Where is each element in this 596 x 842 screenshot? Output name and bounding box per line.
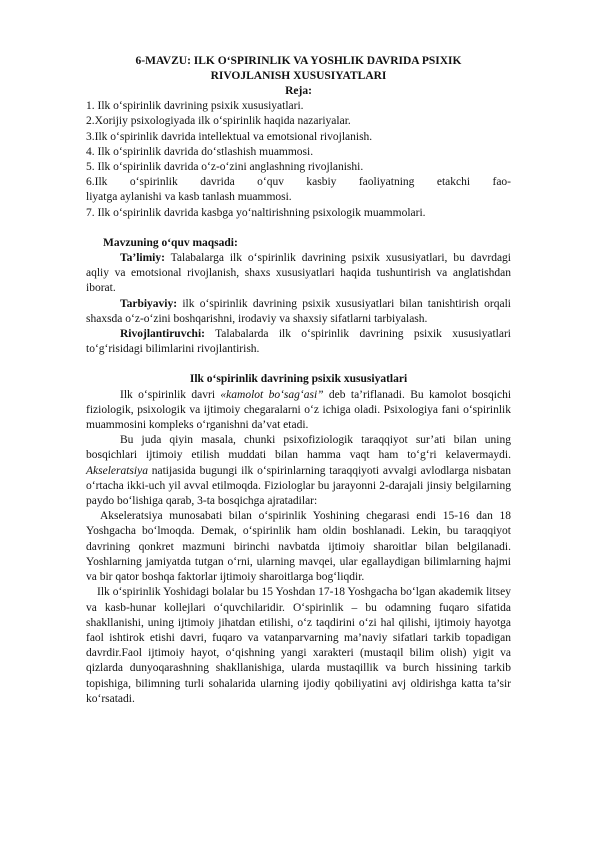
title-line-1: 6-MAVZU: ILK O‘SPIRINLIK VA YOSHLIK DAVRIDA PSIXIK [135, 55, 462, 67]
body-paragraph-2 [86, 433, 511, 509]
plan-item: 3.Ilk o‘spirinlik davrida intellektual va emotsional rivojlanish. [86, 130, 373, 143]
plan-item: 6.Ilk o‘spirinlik davrida o‘quv kasbiy faoliyatning etakchi fao- [86, 176, 511, 189]
goal-educational [86, 251, 511, 297]
plan-heading: Reja: [285, 85, 312, 97]
body-paragraph-3: Akseleratsiya munosabati bilan o‘spirinlik Yoshining chegarasi endi 15-16 dan 18 Yoshgacha bo‘lmoqda. Demak, o‘spirinlik ham oldin boshlanadi. Lekin, bu taraqqiyot davrining qonkret mazmuni birinchi navbatda ijtimoiy sharoitlar bilan belgilanadi. Yoshlarning jamiyatda tutgan o‘rni, ularning mavqei, ular egallaydigan bilimlarning hajmi va bir qator boshqa faktorlar ijtimoiy sharoitlarga bog‘liqdir. [86, 510, 511, 584]
section-heading: Ilk o‘spirinlik davrining psixik xususiyatlari [189, 373, 408, 386]
goal-developmental-text: Talabalarda ilk o‘spirinlik davrining psixik xususiyatlari to‘g‘risidagi bilimlarini rivojlantirish. [86, 328, 511, 356]
plan-item: 4. Ilk o‘spirinlik davrida do‘stlashish muammosi. [86, 145, 314, 158]
document-page [86, 54, 511, 707]
title-line-2: RIVOJLANISH XUSUSIYATLARI [210, 70, 387, 82]
paragraph-text: deb ta’riflanadi. Bu kamolot bosqichi fiziologik, psixologik va ijtimoiy chegaralarni o‘z ichiga oladi. Psixologiya fani o‘spirinlik muammosini kompleks o‘rganishni da’vat etadi. [86, 388, 512, 432]
goal-upbringing-label: Tarbiyaviy: [120, 297, 178, 310]
body-paragraph-1 [86, 388, 511, 434]
paragraph-text: Ilk o‘spirinlik davri [120, 388, 221, 401]
goal-upbringing [86, 297, 511, 327]
goal-developmental [86, 327, 511, 357]
plan-item: 1. Ilk o‘spirinlik davrining psixik xususiyatlari. [86, 100, 304, 113]
goal-educational-label: Ta’limiy: [120, 252, 165, 265]
paragraph-italic-text: Akseleratsiya [86, 464, 148, 477]
goal-developmental-label: Rivojlantiruvchi: [120, 328, 205, 341]
plan-item: 2.Xorijiy psixologiyada ilk o‘spirinlik haqida nazariyalar. [86, 115, 351, 128]
goals-heading: Mavzuning o‘quv maqsadi: [103, 236, 238, 249]
document-title [86, 54, 511, 84]
plan-item: 7. Ilk o‘spirinlik davrida kasbga yo‘naltirishning psixologik muammolari. [86, 206, 426, 219]
plan-item: 5. Ilk o‘spirinlik davrida o‘z-o‘zini anglashning rivojlanishi. [86, 161, 364, 174]
paragraph-italic-text: «kamolot bo‘sag‘asi” [220, 388, 324, 401]
goal-educational-text: Talabalarga ilk o‘spirinlik davrining psixik xususiyatlari, bu davrdagi aqliy va emotsional rivojlanish, shaxs xususiyatlari haqida tushuntirish va anglatishdan iborat. [86, 252, 511, 295]
plan-item-continuation: liyatga aylanishi va kasb tanlash muammosi. [86, 191, 292, 204]
goal-upbringing-text: ilk o‘spirinlik davrining psixik xususiyatlari bilan tanishtirish orqali shaxsda o‘z-o‘zini boshqarishni, irodaviy va shaxsiy sifatlarni tarbiyalash. [86, 297, 511, 325]
paragraph-text: natijasida bugungi ilk o‘spirinlarning taraqqiyoti avvalgi avlodlarga nisbatan o‘rtacha ikki-uch yil avval etilmoqda. Fiziologlar bu jarayonni 2-darajali jinsiy belgilarning paydo bo‘lishiga qarab, 3-ta bosqichga ajratadilar: [86, 464, 511, 508]
paragraph-text: Bu juda qiyin masala, chunki psixofiziologik taraqqiyot sur’ati bilan uning bosqichlari ijtimoiy etilish muddati bilan hamma vaqt ham to‘g‘ri kelavermaydi. [86, 434, 511, 462]
body-paragraph-4: Ilk o‘spirinlik Yoshidagi bolalar bu 15 Yoshdan 17-18 Yoshgacha bo‘lgan akademik litsey va kasb-hunar kollejlari o‘quvchilaridir. O‘spirinlik – bu odamning fuqaro sifatida shakllanishi, uning ijtimoiy jihatdan etilishi, o‘z taqdirini o‘zi hal qilishi, ijtimoiy hayotga faol ishtirok etishi davri, fuqaro va vatanparvarning ma’naviy sifatlari tarkib topadigan davrdir.Faol ijtimoiy hayot, o‘qishning yangi xarakteri (mustaqil bilim olish) yigit va qizlarda dunyoqarashning shakllanishiga, ularda mustaqillik va burch hissining tarkib topishiga, bilimning turli sohalarida ularning ijodiy qobiliyatini avj oldirishga katta ta’sir ko‘rsatadi. [86, 586, 511, 705]
